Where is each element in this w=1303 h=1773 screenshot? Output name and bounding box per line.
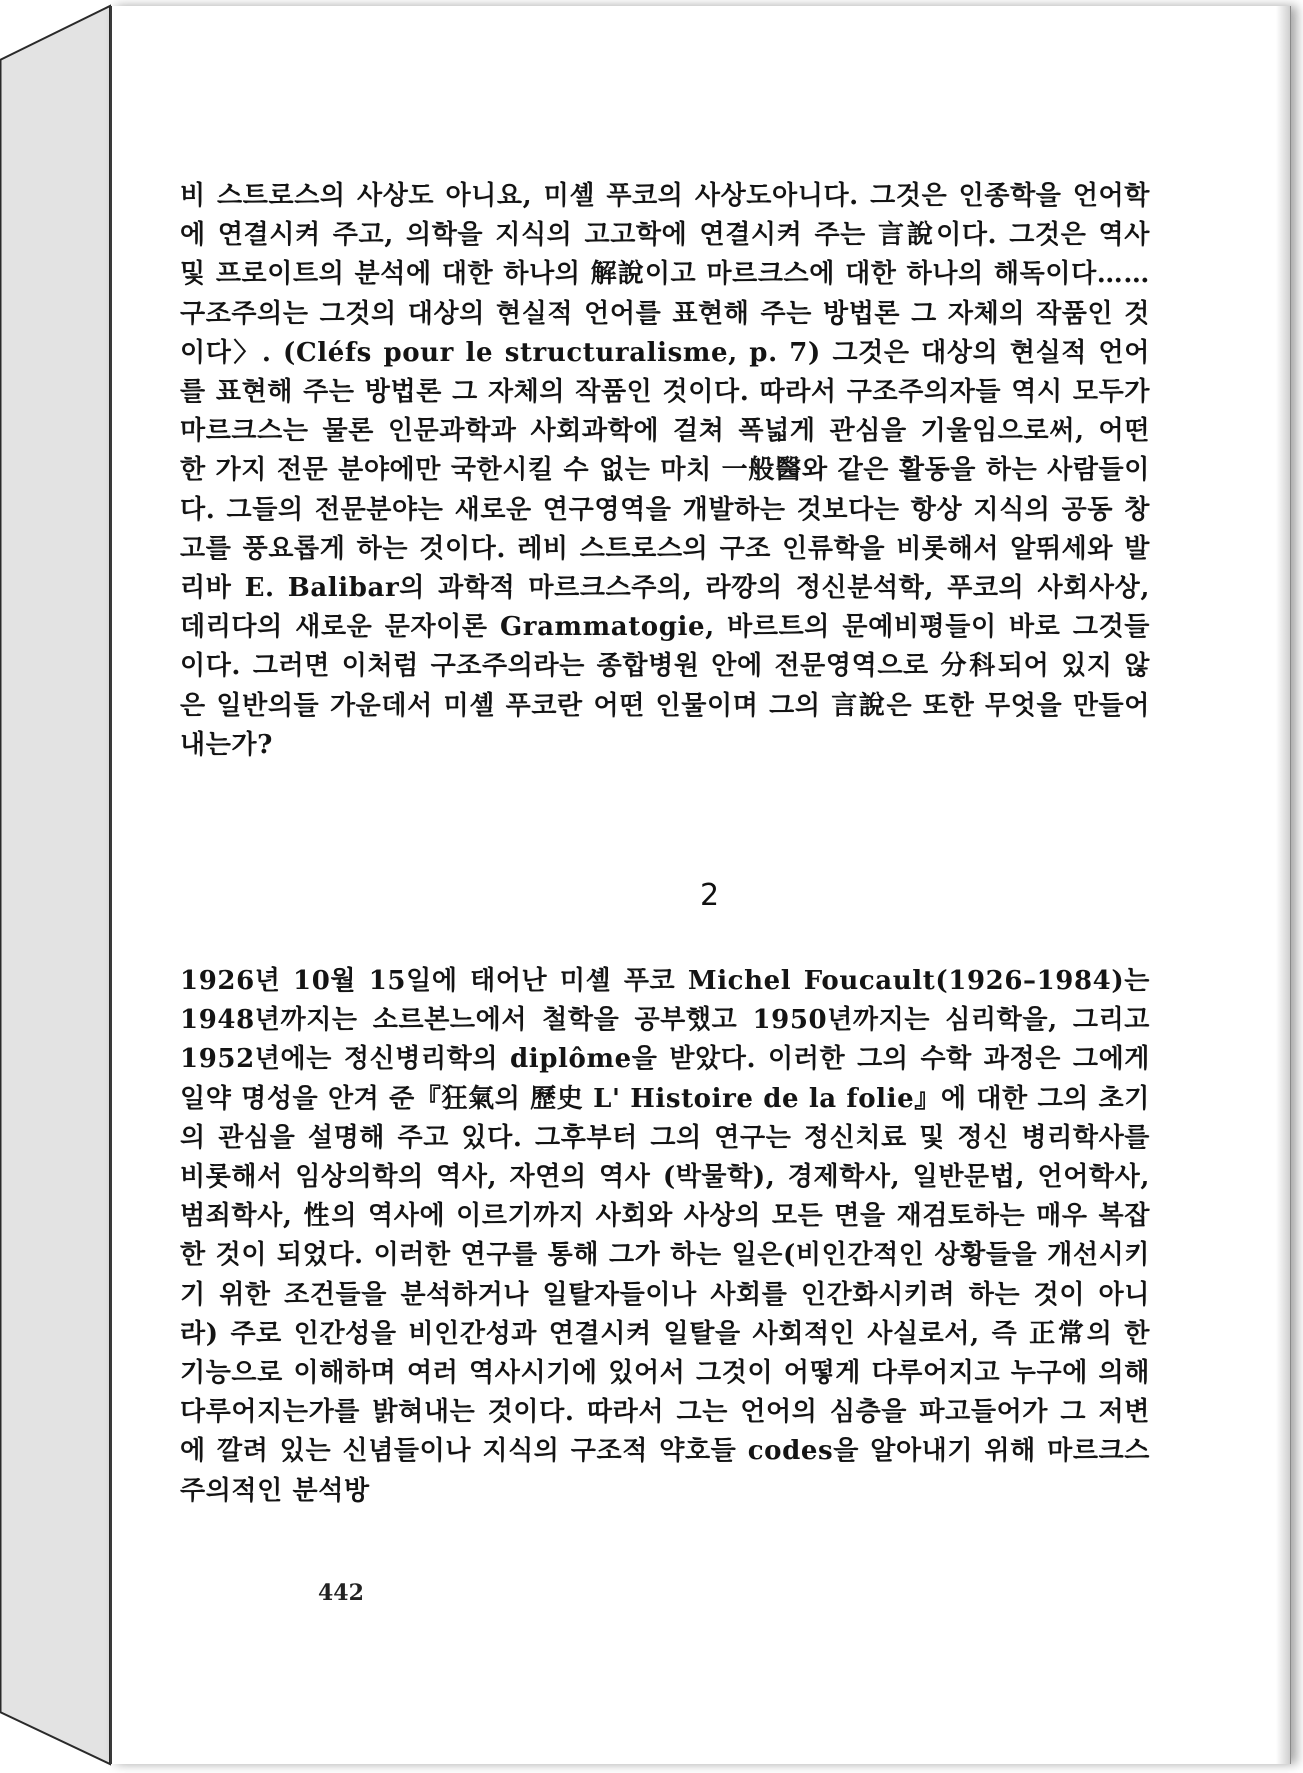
body-paragraph-2: 1926년 10월 15일에 태어난 미셸 푸코 Michel Foucault(1926–1984)는 1948년까지는 소르본느에서 철학을 공부했고 1950년까지는 심리학을, 그리고 1952년에는 정신병리학의 diplôme을 받았다. 이러한 그의 수학 과정은 그에게 일약 명성을 안겨 준『狂氣의 歷史 L' Histoire de la folie』에 대한 그의 초기의 관심을 설명해 주고 있다. 그후부터 그의 연구는 정신치료 및 정신 병리학사를 비롯해서 임상의학의 역사, 자연의 역사 (박물학), 경제학사, 일반문법, 언어학사, 범죄학사, 性의 역사에 이르기까지 사회와 사상의 모든 면을 재검토하는 매우 복잡한 것이 되었다. 이러한 연구를 통해 그가 하는 일은(비인간적인 상황들을 개선시키기 위한 조건들을 분석하거나 일탈자들이나 사회를 인간화시키려 하는 것이 아니라) 주로 인간성을 비인간성과 연결시켜 일탈을 사회적인 사실로서, 즉 正常의 한 기능으로 이해하며 여러 역사시기에 있어서 그것이 어떻게 다루어지고 누구에 의해 다루어지는가를 밝혀내는 것이다. 따라서 그는 언어의 심층을 파고들어가 그 저변에 깔려 있는 신념들이나 지식의 구조적 약호들 codes을 알아내기 위해 마르크스주의적인 분석방	[180, 966, 1150, 1506]
section-number: 2	[700, 878, 720, 913]
page-number: 442	[318, 1580, 364, 1606]
page-edge-shade	[1276, 6, 1290, 1764]
body-paragraph-1: 비 스트로스의 사상도 아니요, 미셸 푸코의 사상도아니다. 그것은 인종학을 언어학에 연결시켜 주고, 의학을 지식의 고고학에 연결시켜 주는 言說이다. 그것은 역사 및 프로이트의 분석에 대한 하나의 解說이고 마르크스에 대한 하나의 해독이다…… 구조주의는 그것의 대상의 현실적 언어를 표현해 주는 방법론 그 자체의 작품인 것이다〉. (Cléfs pour le structuralisme, p. 7) 그것은 대상의 현실적 언어를 표현해 주는 방법론 그 자체의 작품인 것이다. 따라서 구조주의자들 역시 모두가 마르크스는 물론 인문과학과 사회과학에 걸쳐 폭넓게 관심을 기울임으로써, 어떤 한 가지 전문 분야에만 국한시킬 수 없는 마치 一般醫와 같은 활동을 하는 사람들이다. 그들의 전문분야는 새로운 연구영역을 개발하는 것보다는 항상 지식의 공동 창고를 풍요롭게 하는 것이다. 레비 스트로스의 구조 인류학을 비롯해서 알뛰세와 발리바 E. Balibar의 과학적 마르크스주의, 라깡의 정신분석학, 푸코의 사회사상, 데리다의 새로운 문자이론 Grammatogie, 바르트의 문예비평들이 바로 그것들이다. 그러면 이처럼 구조주의라는 종합병원 안에 전문영역으로 分科되어 있지 않은 일반의들 가운데서 미셸 푸코란 어떤 인물이며 그의 言說은 또한 무엇을 만들어내는가?	[180, 181, 1150, 760]
